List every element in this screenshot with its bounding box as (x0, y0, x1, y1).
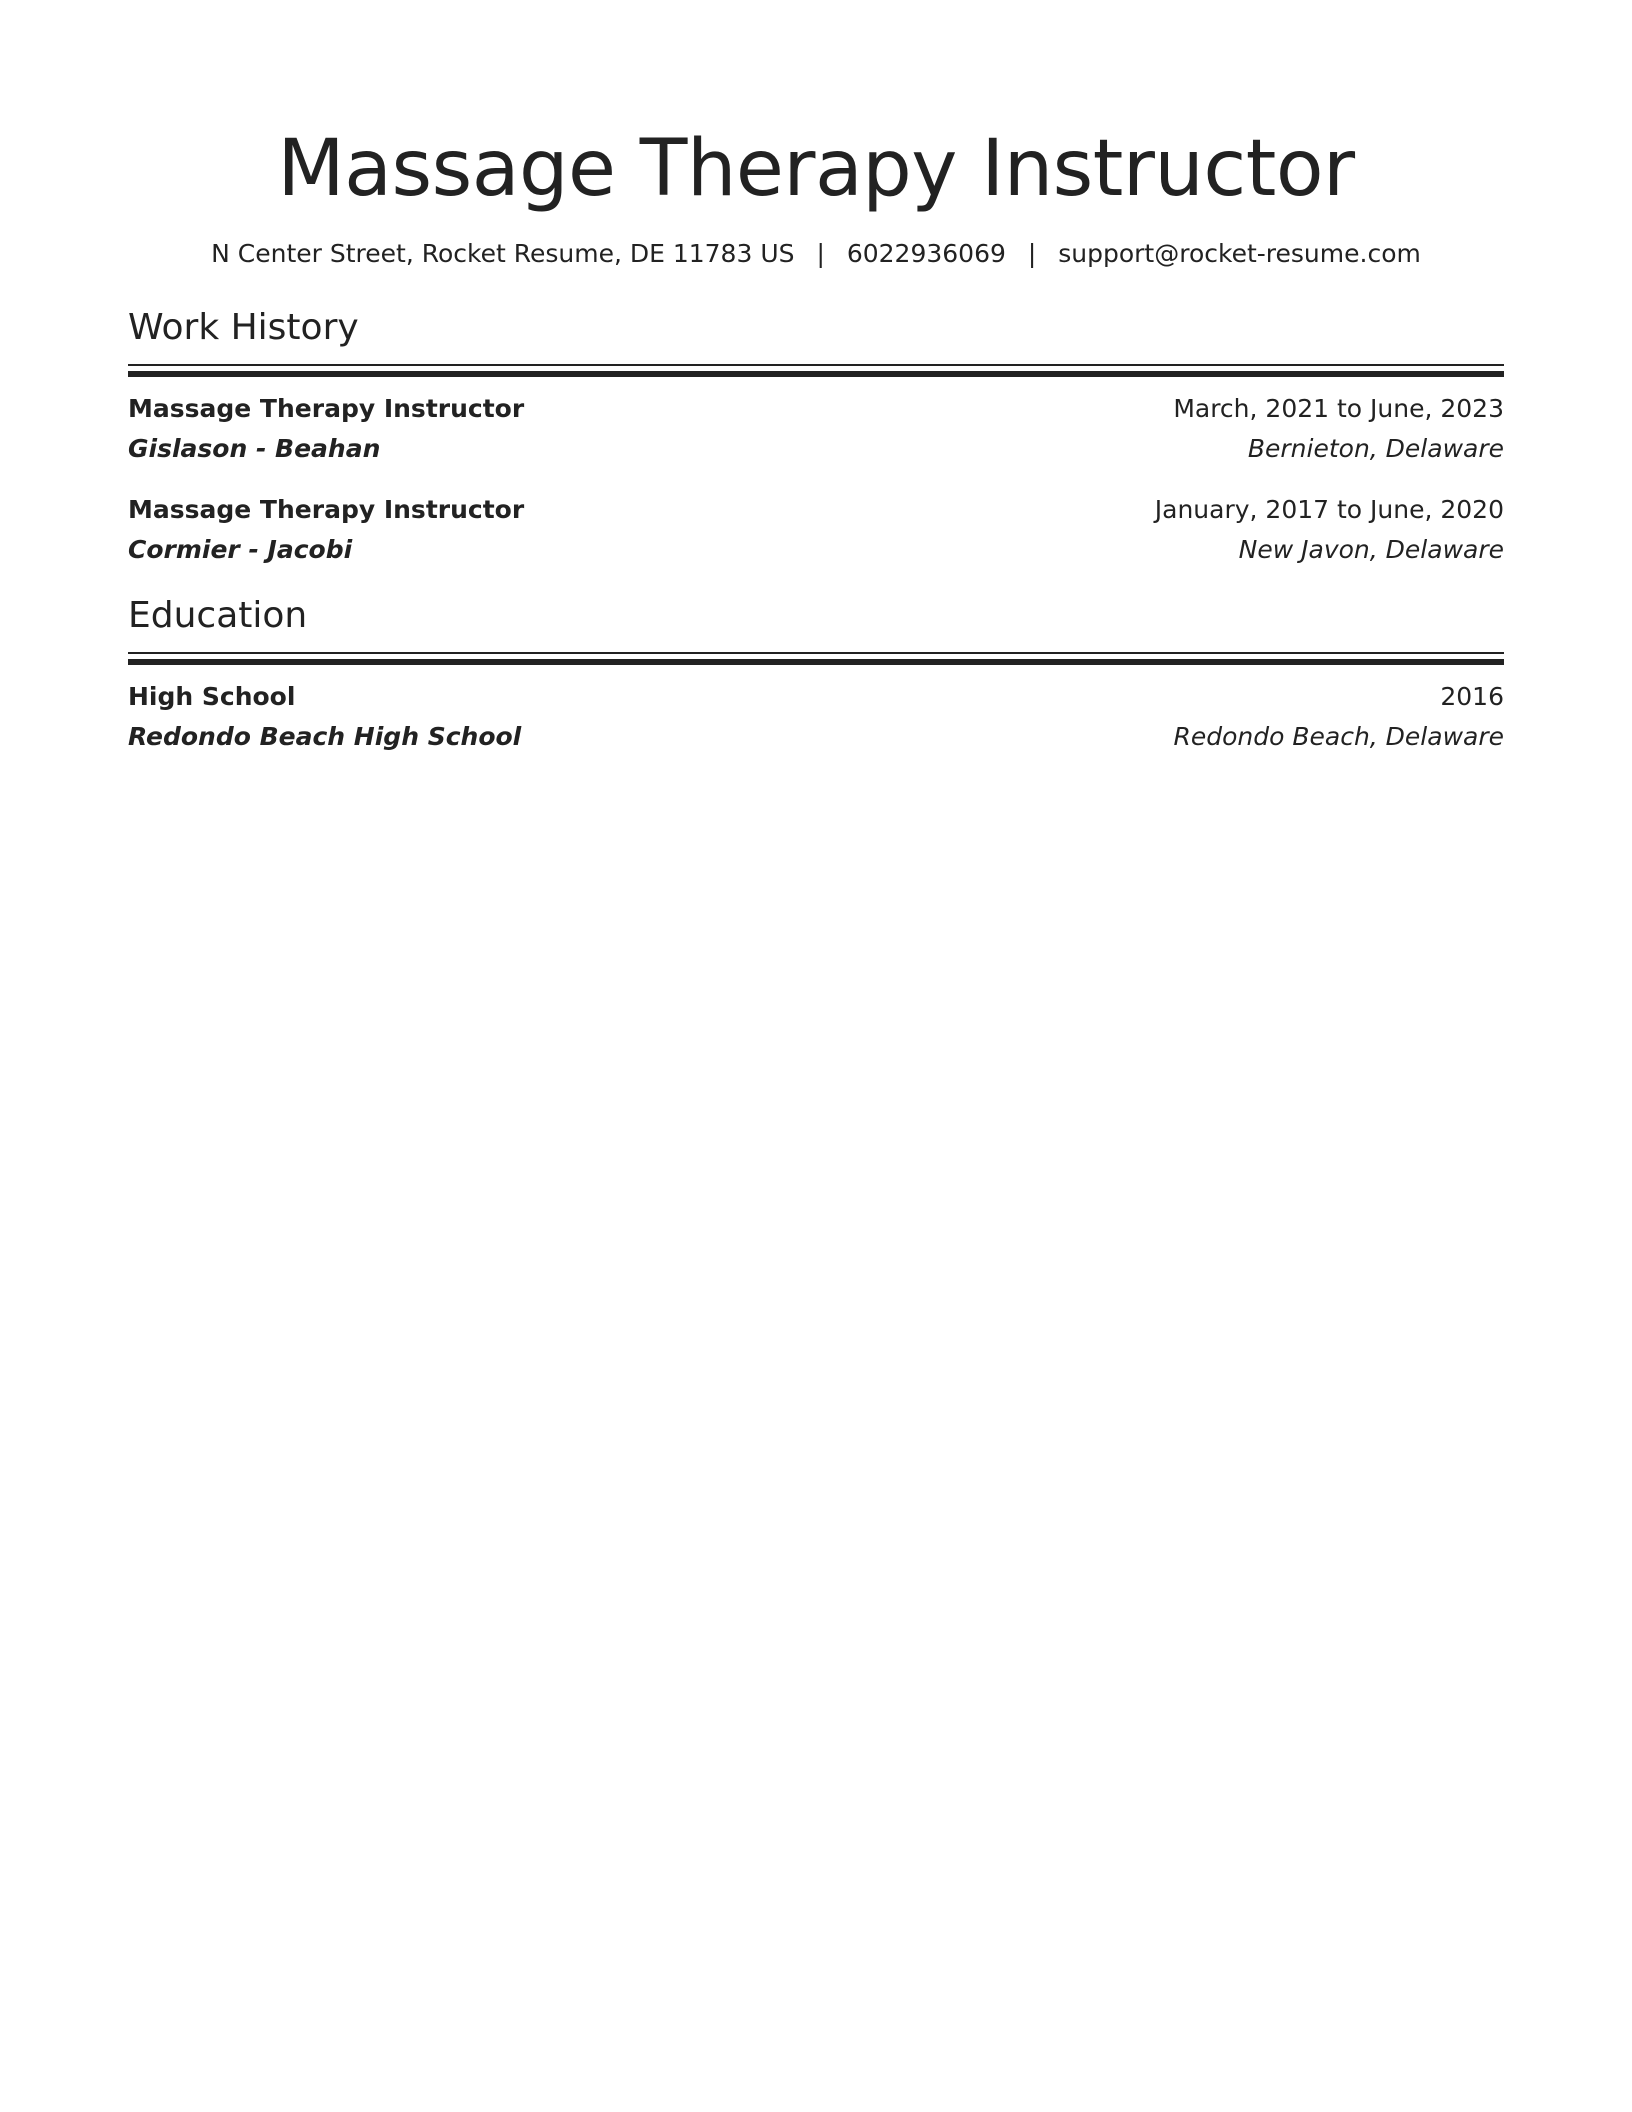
work-entry-role: Massage Therapy Instructor (128, 394, 525, 423)
resume-title: Massage Therapy Instructor (277, 124, 1355, 214)
work-entry-location: Bernieton, Delaware (1247, 434, 1504, 463)
work-entry (128, 494, 1504, 566)
work-entry-subheader (128, 433, 1504, 465)
education-entry-year: 2016 (1440, 682, 1504, 711)
contact-phone: 6022936069 (846, 239, 1006, 268)
education-entry-header (128, 681, 1504, 713)
work-entry-dates: January, 2017 to June, 2020 (1154, 495, 1504, 524)
work-entry-subheader (128, 534, 1504, 566)
contact-separator: | (1027, 239, 1037, 268)
contact-separator: | (816, 239, 825, 268)
work-entry (128, 393, 1504, 465)
contact-email: support@rocket-resume.com (1058, 239, 1421, 268)
section-divider-thin (128, 652, 1504, 654)
section-heading-work-history: Work History (128, 307, 359, 348)
work-history-section (128, 306, 1504, 566)
work-entry-header (128, 494, 1504, 526)
education-entry-school: Redondo Beach High School (128, 722, 522, 751)
work-entry-role: Massage Therapy Instructor (128, 495, 525, 524)
contact-line (128, 238, 1504, 270)
resume-page (128, 0, 1504, 753)
work-entry-organization: Cormier - Jacobi (128, 535, 353, 564)
work-entry-location: New Javon, Delaware (1238, 535, 1504, 564)
education-entry-subheader (128, 721, 1504, 753)
work-entry-dates: March, 2021 to June, 2023 (1173, 394, 1504, 423)
education-entry (128, 681, 1504, 753)
education-entry-degree: High School (128, 682, 296, 711)
education-section (128, 594, 1504, 753)
education-entry-location: Redondo Beach, Delaware (1173, 722, 1504, 751)
work-entry-organization: Gislason - Beahan (128, 434, 381, 463)
section-divider-thick (128, 371, 1504, 377)
section-divider-thick (128, 659, 1504, 665)
work-entry-header (128, 393, 1504, 425)
section-divider-thin (128, 364, 1504, 366)
contact-address: N Center Street, Rocket Resume, DE 11783 US (211, 239, 795, 268)
section-heading-education: Education (128, 595, 308, 636)
